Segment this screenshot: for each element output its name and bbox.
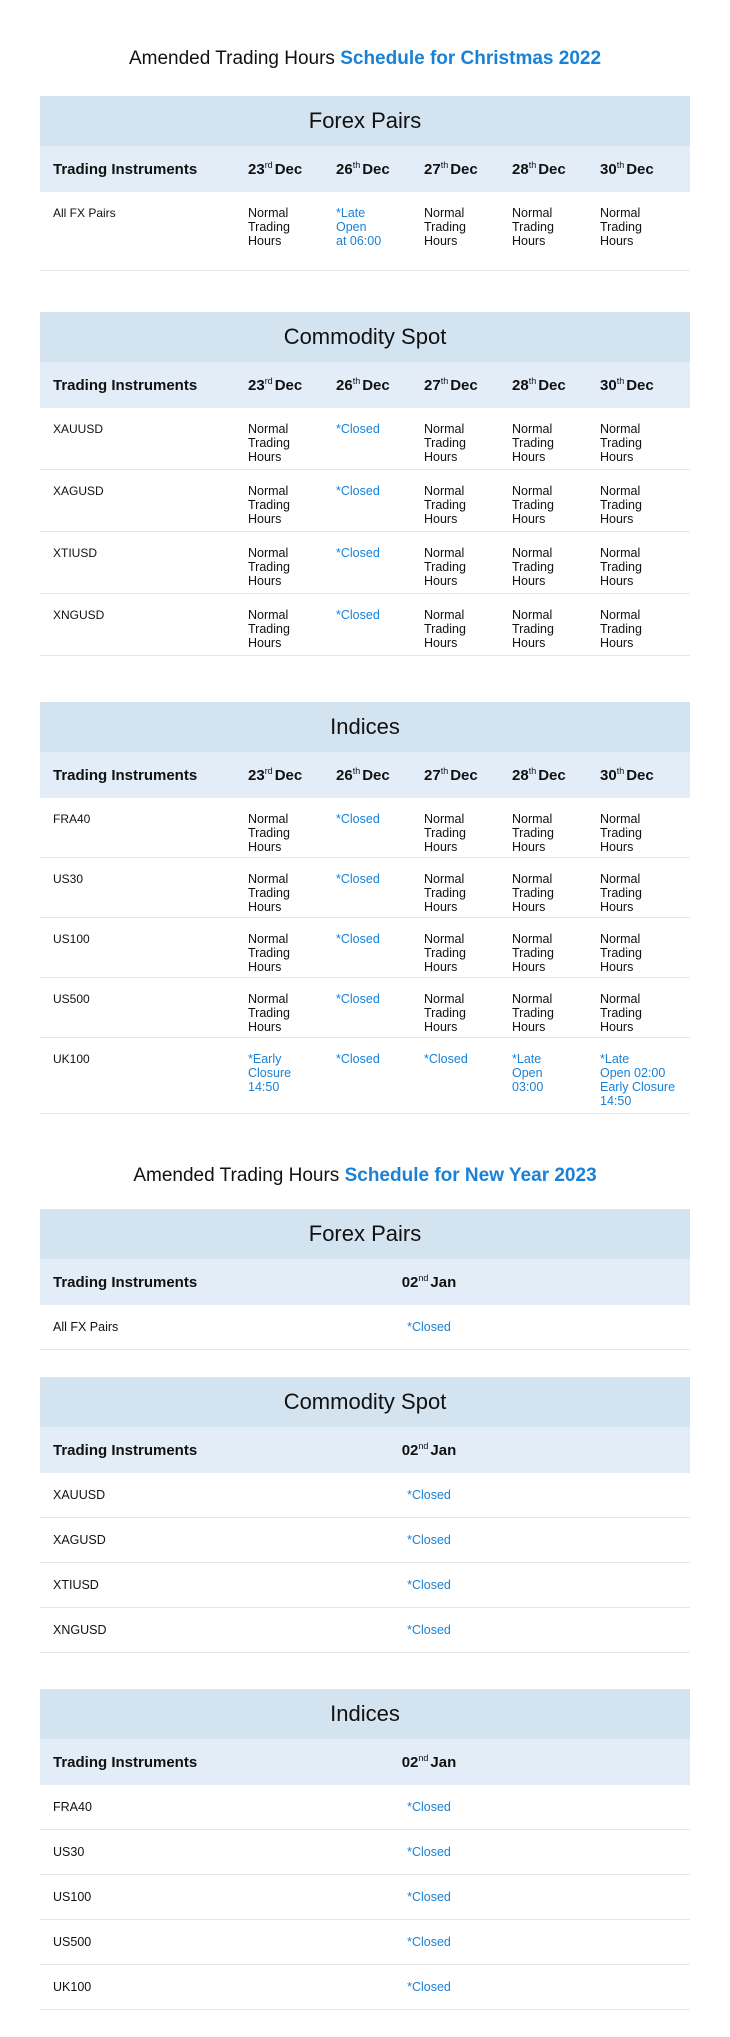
amended-hours-cell: *Closed [336,546,380,560]
table-row [40,1518,690,1563]
amended-hours-cell: *Closed [407,1320,451,1334]
amended-hours-cell: *Closed [407,1890,451,1904]
table-row [40,858,690,918]
instrument-name: US100 [53,932,90,946]
instrument-name: FRA40 [53,812,91,826]
hours-cell: Normal Trading Hours [424,608,466,650]
table-row [40,1965,690,2010]
table-body [40,798,690,1114]
christmas-indices-table [40,702,690,1114]
hours-cell: Normal Trading Hours [248,206,290,248]
date-header: 02nd Jan [401,1752,457,1771]
date-header: 28th Dec [512,765,566,784]
hours-cell: Normal Trading Hours [424,812,466,854]
date-header: 23rd Dec [248,159,303,178]
table-row [40,1608,690,1653]
table-row [40,1785,690,1830]
table-row [40,1038,690,1114]
instruments-header: Trading Instruments [53,376,198,394]
instrument-name: XAUUSD [53,422,104,436]
hours-cell: Normal Trading Hours [600,546,642,588]
table-row [40,978,690,1038]
hours-cell: Normal Trading Hours [600,872,642,914]
date-header: 27th Dec [424,765,478,784]
column-header-row [40,1259,690,1305]
christmas-title-accent: Schedule for Christmas 2022 [340,48,602,69]
table-row [40,1305,690,1350]
table-row [40,1920,690,1965]
table-body [40,1785,690,2010]
instrument-name: XTIUSD [53,1578,99,1592]
table-row [40,1830,690,1875]
instrument-name: US500 [53,992,90,1006]
newyear-commodity-table [40,1377,690,1653]
table-row [40,1563,690,1608]
instruments-header: Trading Instruments [53,160,198,178]
instrument-name: XAGUSD [53,1533,106,1547]
date-header: 23rd Dec [248,765,303,784]
date-header: 27th Dec [424,159,478,178]
hours-cell: Normal Trading Hours [248,608,290,650]
hours-cell: Normal Trading Hours [424,872,466,914]
newyear-title-prefix: Amended Trading Hours [133,1165,340,1186]
date-header: 02nd Jan [401,1440,457,1459]
category-title: Forex Pairs [40,1209,690,1259]
christmas-commodity-table [40,312,690,656]
amended-hours-cell: *Closed [336,608,380,622]
hours-cell: Normal Trading Hours [424,546,466,588]
table-body [40,1473,690,1653]
table-row [40,594,690,656]
hours-cell: Normal Trading Hours [248,992,290,1034]
hours-cell: Normal Trading Hours [600,206,642,248]
instrument-name: XAUUSD [53,1488,106,1502]
table-row [40,192,690,271]
instrument-name: XTIUSD [53,546,98,560]
date-header: 02nd Jan [401,1272,457,1291]
amended-hours-cell: *Late Open 02:00 Early Closure 14:50 [600,1052,676,1108]
hours-cell: Normal Trading Hours [600,484,642,526]
hours-cell: Normal Trading Hours [424,484,466,526]
column-header-row [40,1427,690,1473]
hours-cell: Normal Trading Hours [512,546,554,588]
table-body [40,1305,690,1350]
table-row [40,798,690,858]
date-header: 27th Dec [424,375,478,394]
hours-cell: Normal Trading Hours [248,932,290,974]
date-header: 28th Dec [512,159,566,178]
hours-cell: Normal Trading Hours [512,484,554,526]
table-body [40,408,690,656]
amended-hours-cell: *Closed [336,1052,380,1066]
instrument-name: US500 [53,1935,92,1949]
instruments-header: Trading Instruments [53,1753,198,1771]
instrument-name: XAGUSD [53,484,104,498]
amended-hours-cell: *Closed [407,1533,451,1547]
hours-cell: Normal Trading Hours [512,872,554,914]
hours-cell: Normal Trading Hours [424,206,466,248]
category-title: Forex Pairs [40,96,690,146]
table-row [40,1473,690,1518]
hours-cell: Normal Trading Hours [248,422,290,464]
instruments-header: Trading Instruments [53,1441,198,1459]
date-header: 23rd Dec [248,375,303,394]
hours-cell: Normal Trading Hours [600,608,642,650]
date-header: 28th Dec [512,375,566,394]
instruments-header: Trading Instruments [53,1273,198,1291]
hours-cell: Normal Trading Hours [512,206,554,248]
amended-hours-cell: *Late Open 03:00 [512,1052,544,1094]
date-header: 26th Dec [336,765,390,784]
category-title: Commodity Spot [40,312,690,362]
date-header: 30th Dec [600,765,654,784]
instrument-name: XNGUSD [53,1623,107,1637]
table-row [40,408,690,470]
date-header: 26th Dec [336,159,390,178]
table-row [40,470,690,532]
amended-hours-cell: *Late Open at 06:00 [336,206,382,248]
table-row [40,1875,690,1920]
hours-cell: Normal Trading Hours [424,932,466,974]
amended-hours-cell: *Closed [336,872,380,886]
amended-hours-cell: *Closed [407,1488,451,1502]
category-title: Indices [40,1689,690,1739]
hours-cell: Normal Trading Hours [512,992,554,1034]
newyear-forex-table [40,1209,690,1350]
amended-hours-cell: *Closed [424,1052,468,1066]
column-header-row [40,752,690,798]
christmas-forex-table [40,96,690,271]
column-header-row [40,1739,690,1785]
instrument-name: US30 [53,1845,85,1859]
amended-hours-cell: *Closed [407,1935,451,1949]
amended-hours-cell: *Early Closure 14:50 [248,1052,292,1094]
table-row [40,532,690,594]
newyear-title [0,1165,730,1187]
date-header: 26th Dec [336,375,390,394]
column-header-row [40,146,690,192]
hours-cell: Normal Trading Hours [600,812,642,854]
amended-hours-cell: *Closed [336,992,380,1006]
table-body [40,192,690,271]
table-row [40,918,690,978]
amended-hours-cell: *Closed [407,1980,451,1994]
hours-cell: Normal Trading Hours [600,992,642,1034]
instrument-name: All FX Pairs [53,206,116,220]
amended-hours-cell: *Closed [336,422,380,436]
amended-hours-cell: *Closed [336,932,380,946]
hours-cell: Normal Trading Hours [512,812,554,854]
hours-cell: Normal Trading Hours [512,608,554,650]
hours-cell: Normal Trading Hours [512,422,554,464]
amended-hours-cell: *Closed [407,1623,451,1637]
instrument-name: XNGUSD [53,608,105,622]
amended-hours-cell: *Closed [407,1800,451,1814]
column-header-row [40,362,690,408]
hours-cell: Normal Trading Hours [248,812,290,854]
hours-cell: Normal Trading Hours [512,932,554,974]
instrument-name: US100 [53,1890,92,1904]
instrument-name: All FX Pairs [53,1320,119,1334]
hours-cell: Normal Trading Hours [600,932,642,974]
amended-hours-cell: *Closed [407,1845,451,1859]
category-title: Commodity Spot [40,1377,690,1427]
instrument-name: US30 [53,872,84,886]
newyear-title-accent: Schedule for New Year 2023 [344,1165,597,1186]
amended-hours-cell: *Closed [336,484,380,498]
instrument-name: UK100 [53,1052,90,1066]
hours-cell: Normal Trading Hours [600,422,642,464]
date-header: 30th Dec [600,375,654,394]
amended-hours-cell: *Closed [336,812,380,826]
hours-cell: Normal Trading Hours [424,422,466,464]
hours-cell: Normal Trading Hours [248,484,290,526]
amended-hours-cell: *Closed [407,1578,451,1592]
instruments-header: Trading Instruments [53,766,198,784]
newyear-indices-table [40,1689,690,2010]
christmas-title-prefix: Amended Trading Hours [128,48,335,69]
instrument-name: UK100 [53,1980,92,1994]
christmas-title [0,48,730,70]
hours-cell: Normal Trading Hours [248,546,290,588]
instrument-name: FRA40 [53,1800,92,1814]
hours-cell: Normal Trading Hours [248,872,290,914]
category-title: Indices [40,702,690,752]
hours-cell: Normal Trading Hours [424,992,466,1034]
date-header: 30th Dec [600,159,654,178]
